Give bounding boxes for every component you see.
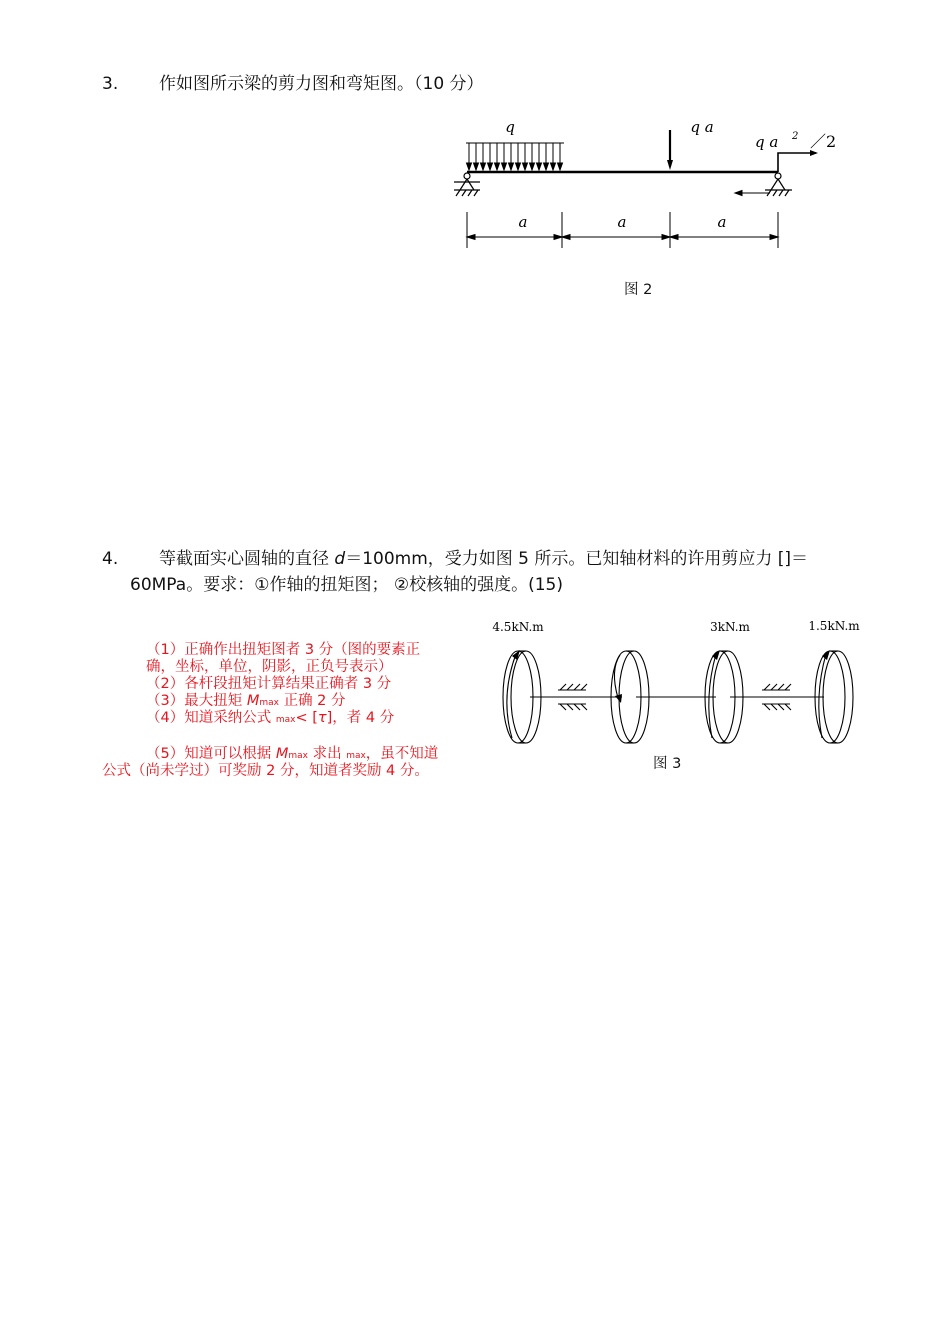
grading-item-4-pre: （4）知道采纳公式 — [146, 710, 276, 726]
grading-item-4-sub: max — [275, 715, 296, 725]
q4-var-d: d — [334, 549, 346, 569]
label-moment-div: ／2 — [810, 132, 837, 151]
grading-item-3-M: M — [246, 693, 260, 709]
grading-item-5b: 公式（尚未学过）可奖励 2 分，知道者奖励 4 分。 — [102, 763, 429, 779]
grading-item-2: （2）各杆段扭矩计算结果正确者 3 分 — [146, 676, 392, 692]
grading-item-5-pre: （5）知道可以根据 — [146, 746, 276, 762]
grading-item-5-sub: max — [288, 751, 308, 761]
label-moment: q a — [755, 133, 779, 151]
torque-arrow-4 — [819, 654, 826, 738]
torque-label-4: 1.5kN.m — [808, 619, 860, 633]
dim-a-2: a — [617, 213, 627, 231]
label-q: q — [505, 118, 515, 136]
shaft-diagram — [490, 610, 870, 755]
grading-item-1b: 确，坐标，单位，阴影，正负号表示） — [146, 659, 393, 675]
figure-3-caption: 图 3 — [653, 756, 682, 772]
q3-number: 3. — [102, 74, 119, 94]
grading-item-4-mid: < [ — [295, 710, 318, 726]
grading-item-3-post: 正确 2 分 — [278, 693, 346, 709]
label-qa: q a — [690, 118, 714, 136]
q4-number: 4. — [102, 549, 119, 569]
grading-item-5-post: ，虽不知道 — [365, 746, 439, 762]
distributed-load-arrows — [466, 143, 564, 170]
grading-item-5-mid: 求出 — [307, 746, 347, 762]
torque-label-3: 3kN.m — [710, 620, 750, 634]
q3-text: 作如图所示梁的剪力图和弯矩图。（10 分） — [159, 74, 484, 94]
grading-item-5-M: M — [275, 746, 289, 762]
reaction-arrow — [735, 191, 770, 196]
grading-item-4-post: ]，者 4 分 — [326, 710, 395, 726]
grading-item-4-tau: τ — [317, 710, 327, 726]
dim-a-1: a — [518, 213, 528, 231]
torque-label-1: 4.5kN.m — [492, 620, 544, 634]
grading-item-3-sub: max — [259, 698, 279, 708]
q4-line1 — [159, 545, 808, 573]
left-pin-support — [454, 173, 480, 196]
label-moment-exp: 2 — [792, 131, 799, 142]
dim-a-3: a — [717, 213, 727, 231]
grading-item-1a: （1）正确作出扭矩图者 3 分（图的要素正 — [146, 642, 421, 658]
grading-item-4 — [146, 710, 394, 729]
q4-line1-pre: 等截面实心圆轴的直径 — [159, 549, 335, 569]
point-load-arrow — [667, 130, 673, 170]
q4-line2: 60MPa。要求：①作轴的扭矩图； ②校核轴的强度。(15) — [130, 575, 563, 595]
grading-item-3-pre: （3）最大扭矩 — [146, 693, 247, 709]
torque-arrow-3 — [709, 654, 716, 738]
torque-arrowhead-2 — [615, 694, 622, 703]
figure-2-caption: 图 2 — [624, 282, 653, 298]
grading-item-5-sub2: max — [346, 751, 366, 761]
q4-line1-post: ＝100mm，受力如图 5 所示。已知轴材料的许用剪应力 []＝ — [345, 549, 809, 569]
beam-diagram — [440, 110, 880, 270]
